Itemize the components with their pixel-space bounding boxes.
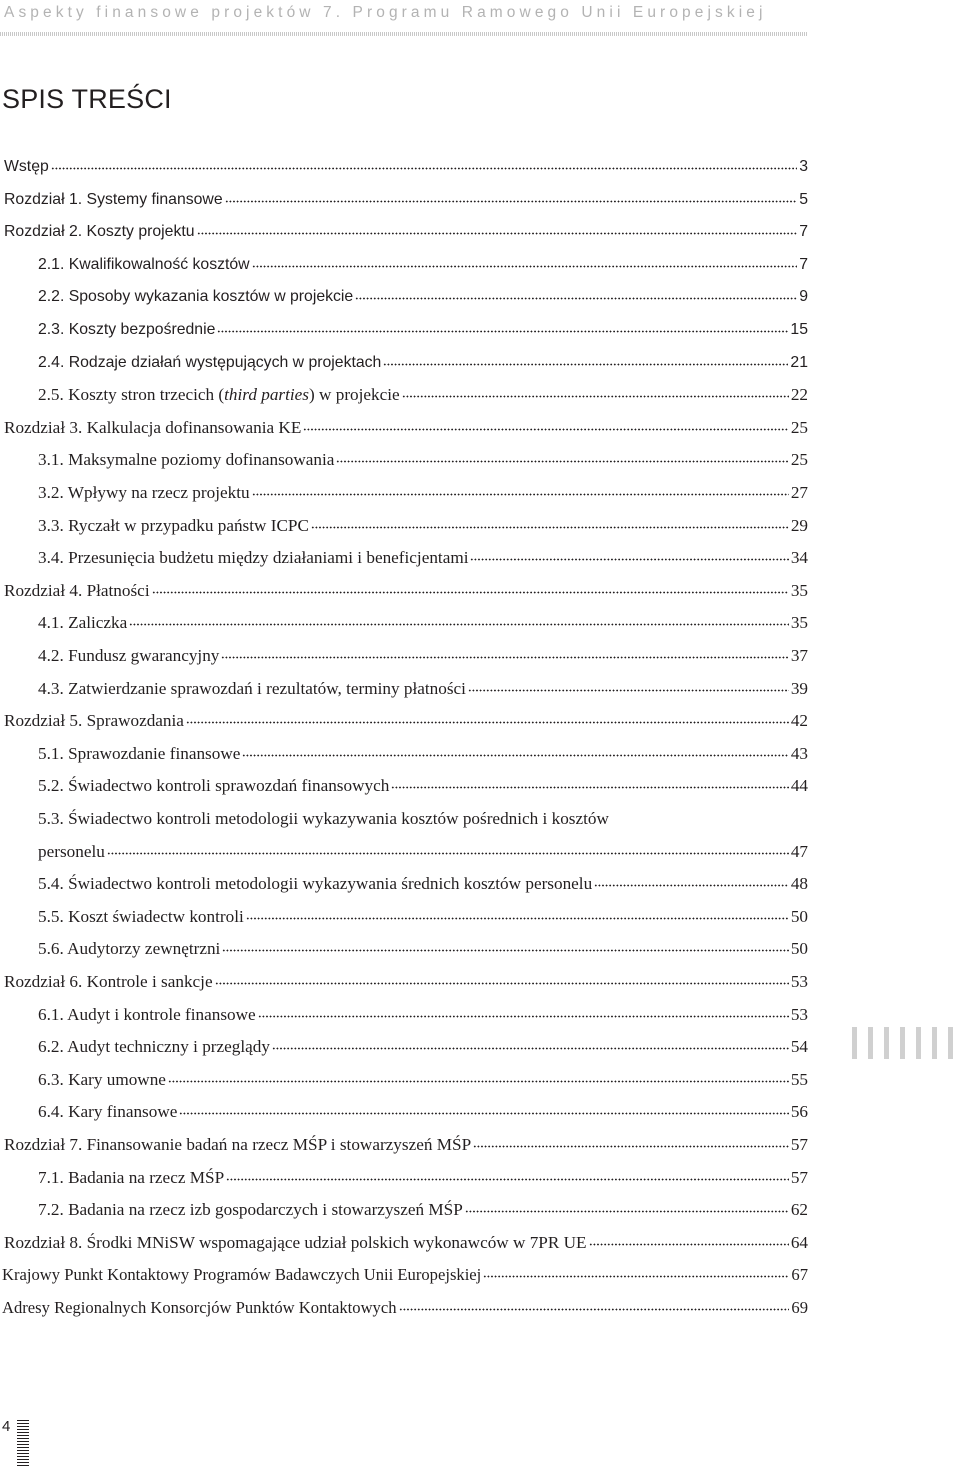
toc-entry-page: 3 [799,158,808,175]
toc-entry[interactable] [4,415,808,441]
toc-entry[interactable] [38,513,808,539]
dot-leader [221,651,788,663]
toc-entry-label: Rozdział 1. Systemy finansowe [4,191,223,208]
toc-entry[interactable] [38,643,808,669]
toc-entry[interactable] [38,1067,808,1093]
toc-entry-page: 34 [790,548,808,567]
toc-entry[interactable] [38,904,808,930]
side-decoration-marks [852,1027,960,1059]
toc-entry-page: 35 [790,581,808,600]
toc-entry-label-part: 2.5. Koszty stron trzecich ( [38,385,225,404]
toc-entry[interactable] [38,806,609,832]
dot-leader [107,847,789,859]
toc-entry-page: 15 [790,321,808,338]
dot-leader [399,1303,790,1315]
dot-leader [258,1010,789,1022]
toc-entry-page: 39 [790,679,808,698]
toc-entry-label: 4.3. Zatwierdzanie sprawozdań i rezultatów, terminy płatności [38,679,466,698]
toc-entry[interactable] [38,936,808,962]
toc-entry-label: 6.1. Audyt i kontrole finansowe [38,1005,256,1024]
toc-entry-page: 21 [790,354,808,371]
toc-entry-page: 67 [791,1265,808,1284]
toc-entry[interactable] [38,741,808,767]
toc-entry-page: 48 [790,874,808,893]
toc-entry-label [38,382,400,408]
toc-entry[interactable] [38,773,808,799]
dot-leader [51,162,797,174]
footer-decoration-marks [17,1420,29,1466]
toc-entry-page: 43 [790,744,808,763]
toc-entry-label: Rozdział 6. Kontrole i sankcje [4,972,213,991]
toc-entry-label-italic: third parties [224,385,309,404]
dot-leader [186,716,789,728]
toc-entry-page: 55 [790,1070,808,1089]
toc-entry-label: Rozdział 2. Koszty projektu [4,223,195,240]
toc-entry[interactable] [2,1262,808,1288]
toc-entry-page: 25 [790,450,808,469]
dot-leader [336,455,788,467]
running-header: Aspekty finansowe projektów 7. Programu Ramowego Unii Europejskiej [4,4,767,21]
toc-entry[interactable] [38,839,808,865]
toc-entry[interactable] [4,1132,808,1158]
dot-leader [391,781,789,793]
toc-entry-label: 3.4. Przesunięcia budżetu między działaniami i beneficjentami [38,548,469,567]
toc-entry-label: 3.1. Maksymalne poziomy dofinansowania [38,450,335,469]
toc-entry-label: 5.3. Świadectwo kontroli metodologii wykazywania kosztów pośrednich i kosztów [38,809,609,828]
toc-entry-page: 35 [790,613,808,632]
dot-leader [465,1205,789,1217]
toc-entry-page: 53 [790,1005,808,1024]
dot-leader [246,912,789,924]
toc-entry[interactable] [38,284,808,310]
toc-entry-label: 7.1. Badania na rzecz MŚP [38,1168,225,1187]
toc-entry-label: 6.4. Kary finansowe [38,1102,178,1121]
toc-entry-label: Krajowy Punkt Kontaktowy Programów Badawczych Unii Europejskiej [2,1265,482,1284]
toc-entry[interactable] [38,252,808,278]
toc-entry-page: 9 [799,288,808,305]
toc-entry-page: 7 [799,223,808,240]
dot-leader [473,1140,789,1152]
toc-entry-page: 50 [790,939,808,958]
dot-leader [383,358,788,370]
toc-entry-page: 42 [790,711,808,730]
toc-entry[interactable] [38,1197,808,1223]
toc-entry[interactable] [4,219,808,245]
toc-entry-label: Rozdział 8. Środki MNiSW wspomagające udział polskich wykonawców w 7PR UE [4,1233,587,1252]
toc-entry-page: 22 [790,385,808,404]
toc-entry-label: 6.3. Kary umowne [38,1070,166,1089]
toc-entry-page: 62 [790,1200,808,1219]
toc-entry-label: 5.4. Świadectwo kontroli metodologii wykazywania średnich kosztów personelu [38,874,593,893]
dot-leader [168,1075,789,1087]
toc-entry-page: 50 [790,907,808,926]
toc-entry[interactable] [2,1295,808,1321]
dot-leader [594,879,789,891]
toc-entry[interactable] [38,480,808,506]
dot-leader [468,684,789,696]
toc-entry-page: 47 [790,842,808,861]
dot-leader [242,749,788,761]
toc-entry-label: 2.2. Sposoby wykazania kosztów w projekcie [38,288,354,305]
toc-entry-page: 27 [790,483,808,502]
dot-leader [355,292,797,304]
toc-entry-label: 2.1. Kwalifikowalność kosztów [38,256,250,273]
dot-leader [129,618,789,630]
dot-leader [252,260,798,272]
toc-entry-label: personelu [38,842,105,861]
toc-entry[interactable] [4,969,808,995]
dot-leader [402,390,789,402]
toc-entry-page: 25 [790,418,808,437]
dot-leader [311,521,789,533]
page-title: SPIS TREŚCI [2,84,172,114]
dot-leader [589,1238,789,1250]
toc-entry-page: 5 [799,191,808,208]
toc-entry[interactable] [4,154,808,180]
toc-entry-label: 3.3. Ryczałt w przypadku państw ICPC [38,516,309,535]
toc-entry[interactable] [4,578,808,604]
dot-leader [272,1042,789,1054]
toc-entry[interactable] [38,1034,808,1060]
toc-entry[interactable] [38,1165,808,1191]
toc-entry-page: 64 [790,1233,808,1252]
toc-entry-label: Rozdział 4. Płatności [4,581,150,600]
toc-entry-label: Rozdział 3. Kalkulacja dofinansowania KE [4,418,302,437]
dot-leader [222,944,788,956]
dot-leader [197,227,798,239]
toc-entry[interactable] [38,317,808,343]
toc-entry-label-part: ) w projekcie [309,385,400,404]
toc-entry[interactable] [38,1099,808,1125]
toc-entry-label: Wstęp [4,158,49,175]
toc-entry[interactable] [4,708,808,734]
dot-leader [217,325,788,337]
toc-entry-page: 57 [790,1135,808,1154]
toc-entry[interactable] [38,676,808,702]
toc-entry-page: 53 [790,972,808,991]
dot-leader [252,488,789,500]
dot-leader [152,586,789,598]
dot-leader [225,195,798,207]
dot-leader [179,1107,788,1119]
toc-entry[interactable] [38,610,808,636]
toc-entry-page: 37 [790,646,808,665]
toc-entry-label: Adresy Regionalnych Konsorcjów Punktów Kontaktowych [2,1298,397,1317]
toc-entry[interactable] [38,871,808,897]
toc-entry-label: Rozdział 7. Finansowanie badań na rzecz MŚP i stowarzyszeń MŚP [4,1135,472,1154]
toc-entry-label: 5.1. Sprawozdanie finansowe [38,744,241,763]
toc-entry[interactable] [38,447,808,473]
toc-entry-label: 5.6. Audytorzy zewnętrzni [38,939,221,958]
toc-entry-page: 69 [791,1298,808,1317]
toc-entry-label: 5.5. Koszt świadectw kontroli [38,907,244,926]
toc-entry[interactable] [4,187,808,213]
toc-entry-page: 7 [799,256,808,273]
toc-entry-label: 2.4. Rodzaje działań występujących w projektach [38,354,382,371]
toc-entry-label: 7.2. Badania na rzecz izb gospodarczych i stowarzyszeń MŚP [38,1200,463,1219]
toc-entry[interactable] [38,545,808,571]
dot-leader [226,1173,789,1185]
toc-entry-page: 29 [790,516,808,535]
toc-entry[interactable] [38,382,808,408]
toc-entry-label: 3.2. Wpływy na rzecz projektu [38,483,250,502]
dot-leader [483,1270,789,1282]
toc-entry-label: 6.2. Audyt techniczny i przeglądy [38,1037,270,1056]
toc-entry[interactable] [38,1002,808,1028]
toc-entry-label: Rozdział 5. Sprawozdania [4,711,184,730]
toc-entry-label: 5.2. Świadectwo kontroli sprawozdań finansowych [38,776,390,795]
toc-entry-label: 4.1. Zaliczka [38,613,128,632]
toc-entry[interactable] [38,350,808,376]
toc-entry-label: 2.3. Koszty bezpośrednie [38,321,216,338]
page-number: 4 [2,1418,11,1435]
dot-leader [215,977,789,989]
dot-leader [470,553,788,565]
toc-entry[interactable] [4,1230,808,1256]
toc-entry-page: 54 [790,1037,808,1056]
toc-entry-page: 56 [790,1102,808,1121]
dot-leader [303,423,788,435]
toc-entry-page: 57 [790,1168,808,1187]
toc-entry-label: 4.2. Fundusz gwarancyjny [38,646,220,665]
toc-entry-page: 44 [790,776,808,795]
